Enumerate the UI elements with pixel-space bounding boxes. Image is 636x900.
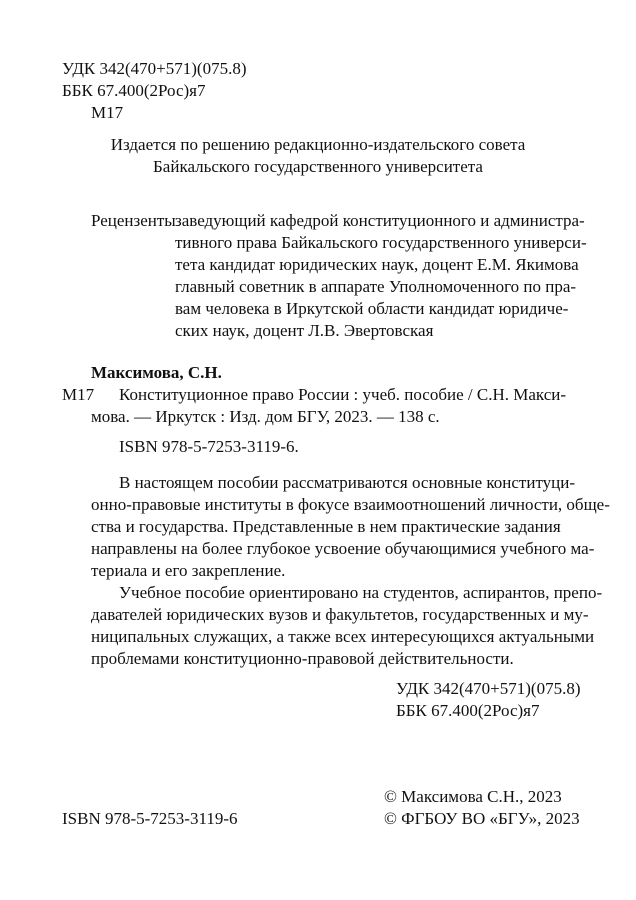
record-isbn: ISBN 978-5-7253-3119-6. [119,437,299,456]
bbk-code: ББК 67.400(2Рос)я7 [62,81,206,100]
abstract-line: Учебное пособие ориентировано на студентов, аспирантов, препо- [119,583,603,602]
abstract-line: териала и его закрепление. [91,561,286,580]
abstract-line: проблемами конституционно-правовой действительности. [91,649,514,668]
author-mark: М17 [91,103,124,122]
copyright-author: © Максимова С.Н., 2023 [384,787,562,806]
abstract-line: направлены на более глубокое усвоение обучающимися учебного ма- [91,539,595,558]
reviewer1-line: тивного права Байкальского государственного универси- [175,233,587,252]
footer-udk-code: УДК 342(470+571)(075.8) [396,679,581,698]
record-mark: М17 [62,385,95,404]
reviewer2-line: ских наук, доцент Л.В. Эвертовская [175,321,434,340]
publisher-note-line1: Издается по решению редакционно-издательского совета [110,135,526,154]
udk-code: УДК 342(470+571)(075.8) [62,59,247,78]
reviewer1-line: тета кандидат юридических наук, доцент Е.М. Якимова [175,255,579,274]
abstract-line: ства и государства. Представленные в нем практические задания [91,517,561,536]
abstract-line: давателей юридических вузов и факультетов, государственных и му- [91,605,589,624]
abstract-line: ниципальных служащих, а также всех интересующихся актуальными [91,627,595,646]
abstract-line: онно-правовые институты в фокусе взаимоотношений личности, обще- [91,495,610,514]
footer-bbk-code: ББК 67.400(2Рос)я7 [396,701,540,720]
abstract-line: В настоящем пособии рассматриваются основные конституци- [119,473,576,492]
publisher-note-line2: Байкальского государственного университета [153,157,483,176]
record-line: мова. — Иркутск : Изд. дом БГУ, 2023. — 138 с. [91,407,440,426]
copyright-publisher: © ФГБОУ ВО «БГУ», 2023 [384,809,580,828]
reviewer2-line: вам человека в Иркутской области кандидат юридиче- [175,299,569,318]
reviewers-label: Рецензенты [91,211,176,230]
reviewer2-line: главный советник в аппарате Уполномоченного по пра- [175,277,577,296]
footer-isbn: ISBN 978-5-7253-3119-6 [62,809,238,828]
record-line: Конституционное право России : учеб. пособие / С.Н. Макси- [119,385,567,404]
reviewer1-line: заведующий кафедрой конституционного и администра- [175,211,585,230]
record-author: Максимова, С.Н. [91,363,222,382]
